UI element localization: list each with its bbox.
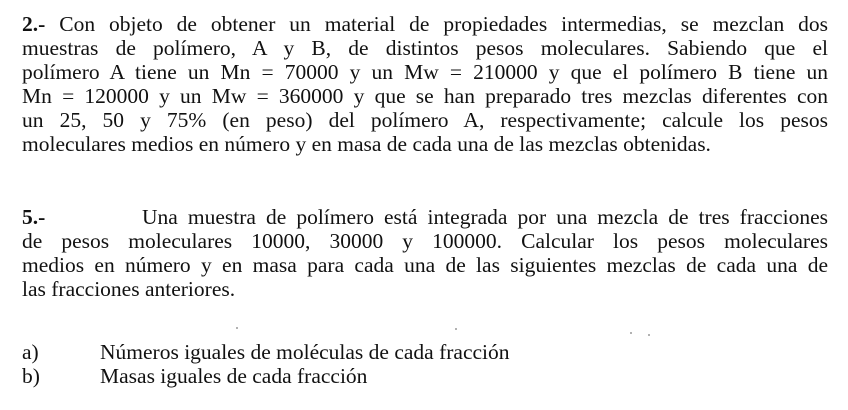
problem-2-line-6: moleculares medios en número y en masa de cada una de las mezclas obtenidas. <box>22 132 711 156</box>
problem-5-line-1-text: Una muestra de polímero está integrada por una mezcla de tres fracciones <box>142 205 828 229</box>
scan-speck <box>648 334 650 336</box>
problem-5-line-4: las fracciones anteriores. <box>22 277 236 301</box>
option-a-marker: a) <box>22 340 39 364</box>
problem-2-line-2: muestras de polímero, A y B, de distintos pesos moleculares. Sabiendo que el <box>22 36 828 60</box>
problem-5-line-2: de pesos moleculares 10000, 30000 y 100000. Calcular los pesos moleculares <box>22 229 828 253</box>
scan-speck <box>630 332 632 334</box>
problem-2 <box>22 12 828 156</box>
option-b-marker: b) <box>22 364 40 388</box>
problem-2-line-1-text: Con objeto de obtener un material de propiedades intermedias, se mezclan dos <box>45 12 828 36</box>
problem-2-line-3: polímero A tiene un Mn = 70000 y un Mw = 210000 y que el polímero B tiene un <box>22 60 828 84</box>
problem-5-line-1 <box>22 205 828 229</box>
problem-2-number: 2.- <box>22 12 46 36</box>
option-a <box>22 340 510 364</box>
option-a-text: Números iguales de moléculas de cada fracción <box>100 340 510 364</box>
problem-5-options <box>22 340 510 388</box>
problem-5-number: 5.- <box>22 205 46 229</box>
scan-speck <box>236 327 238 329</box>
scan-speck <box>455 328 457 330</box>
problem-5 <box>22 205 828 301</box>
option-b-text: Masas iguales de cada fracción <box>100 364 368 388</box>
problem-2-line-1 <box>22 12 828 36</box>
problem-5-line-3: medios en número y en masa para cada una de las siguientes mezclas de cada una de <box>22 253 828 277</box>
option-b <box>22 364 510 388</box>
problem-2-line-4: Mn = 120000 y un Mw = 360000 y que se han preparado tres mezclas diferentes con <box>22 84 828 108</box>
problem-2-line-5: un 25, 50 y 75% (en peso) del polímero A, respectivamente; calcule los pesos <box>22 108 828 132</box>
